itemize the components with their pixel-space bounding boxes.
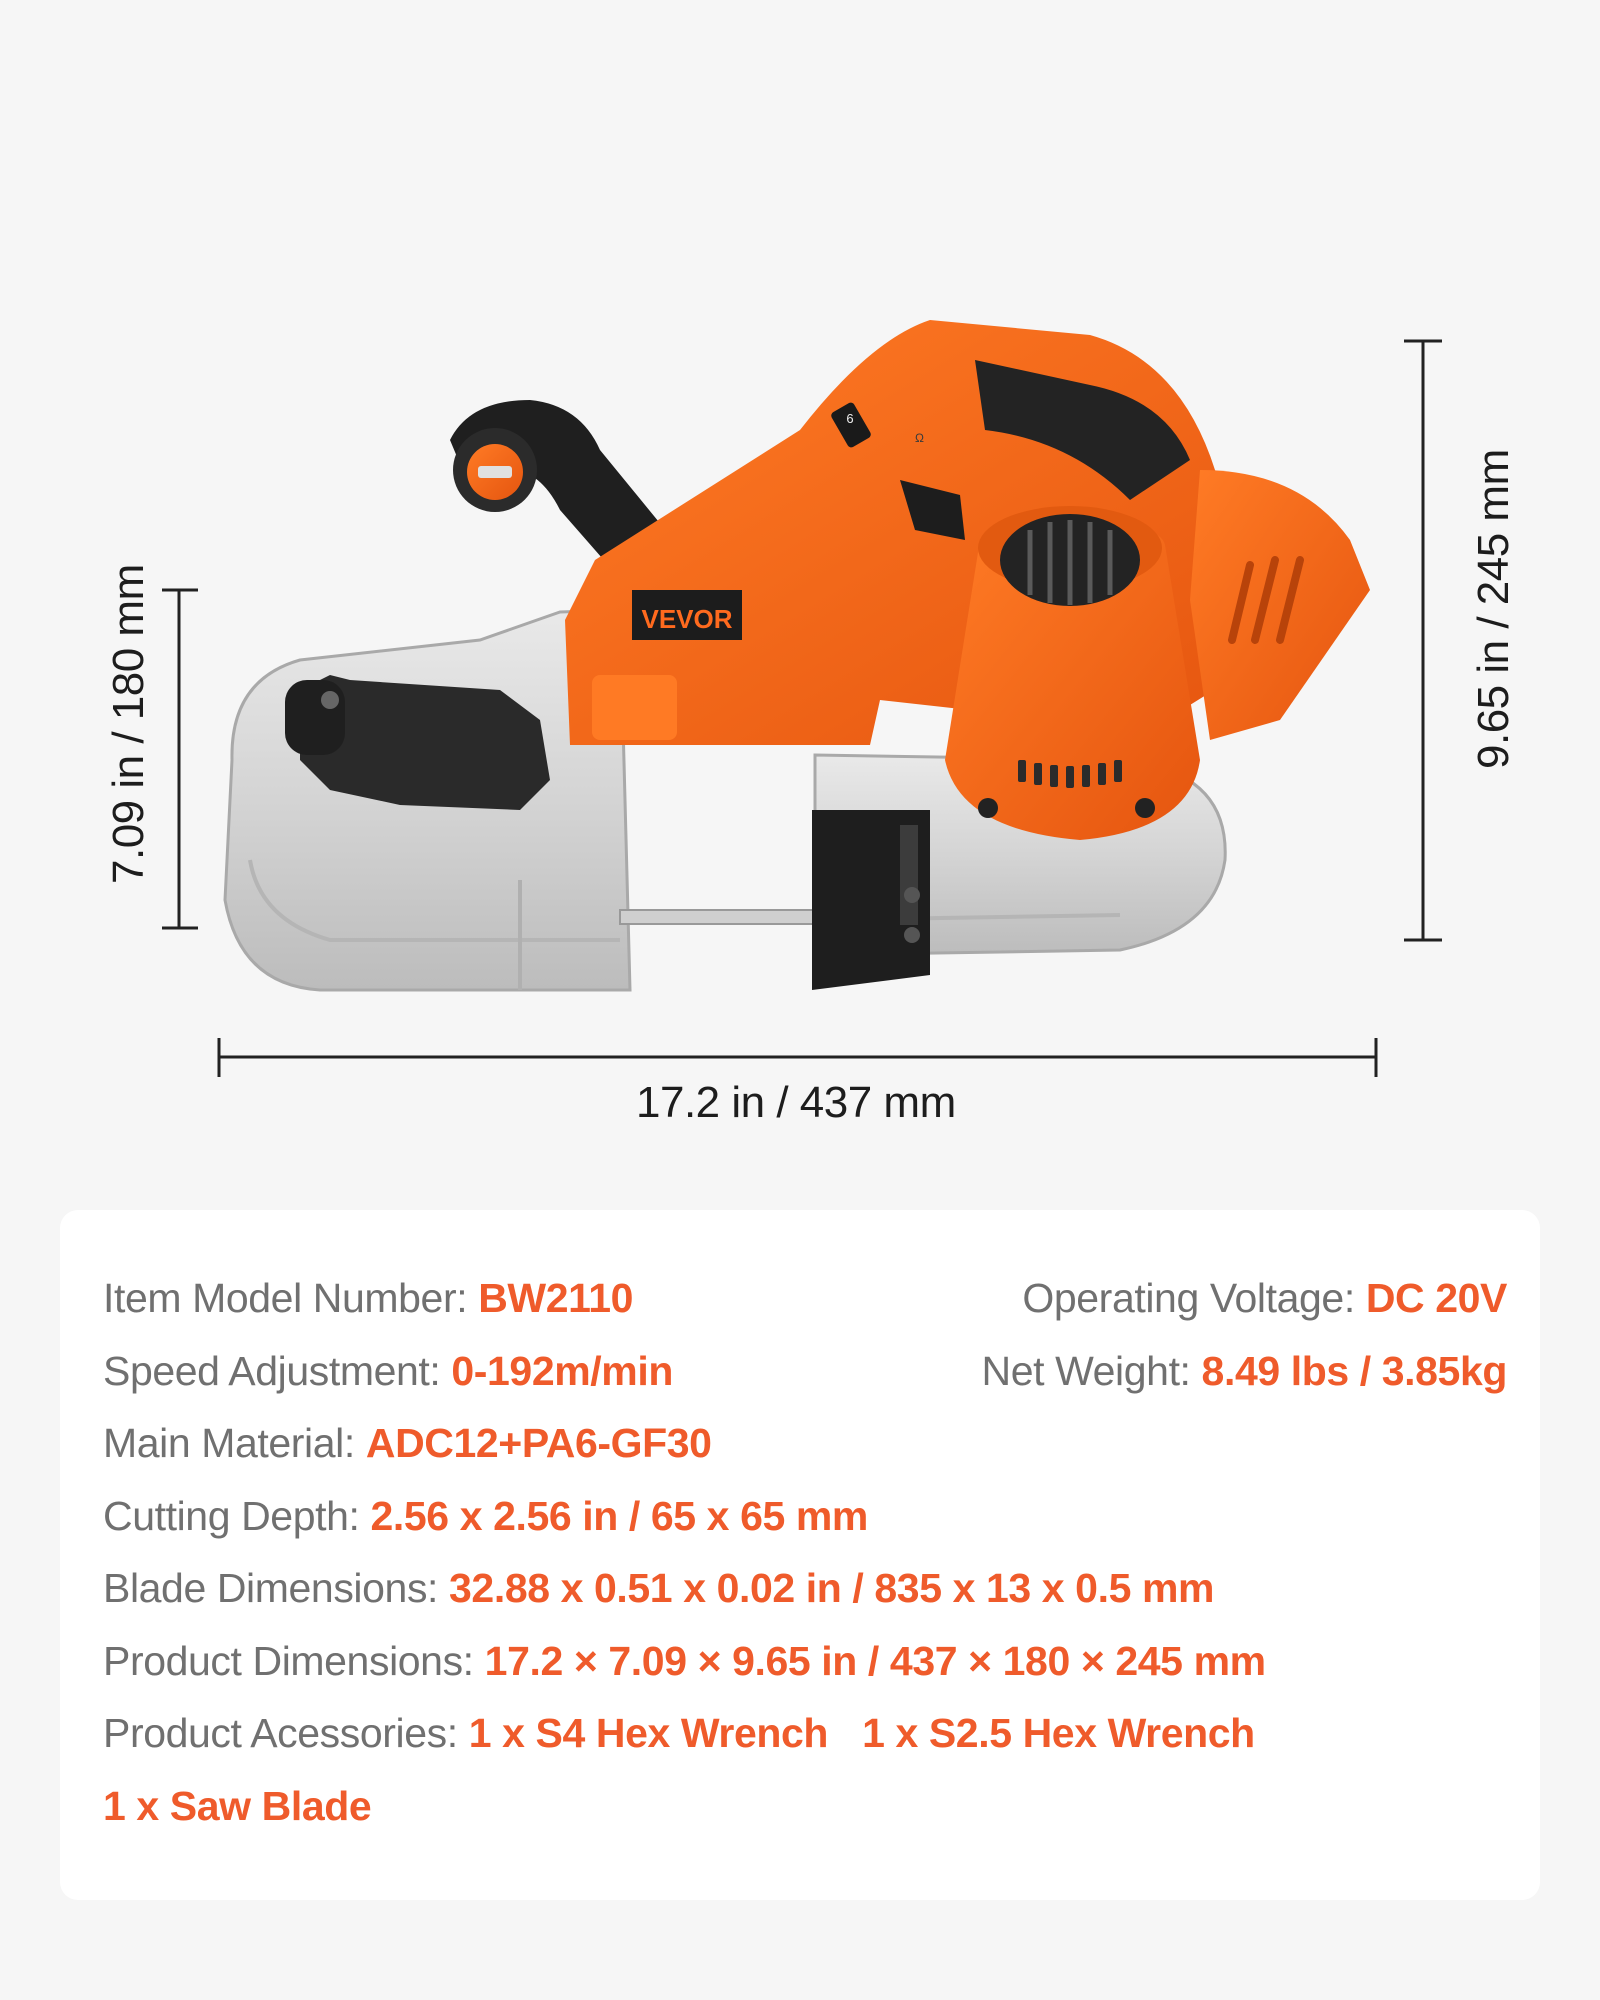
spec-accessories-continued bbox=[103, 1783, 371, 1830]
spec-speed-value: 0-192m/min bbox=[451, 1348, 673, 1394]
spec-weight-label: Net Weight: bbox=[981, 1348, 1202, 1394]
speed-dial-mark: 6 bbox=[846, 411, 854, 426]
spec-voltage-label: Operating Voltage: bbox=[1022, 1275, 1366, 1321]
spec-model bbox=[103, 1275, 633, 1322]
spec-cutting-depth-value: 2.56 x 2.56 in / 65 x 65 mm bbox=[370, 1493, 868, 1539]
motor-housing bbox=[945, 506, 1200, 840]
spec-material-value: ADC12+PA6-GF30 bbox=[365, 1420, 712, 1466]
spec-blade-value: 32.88 x 0.51 x 0.02 in / 835 x 13 x 0.5 mm bbox=[449, 1565, 1215, 1611]
saw-blade bbox=[620, 910, 815, 924]
dimension-width-label: 17.2 in / 437 mm bbox=[636, 1078, 956, 1127]
battery-mount bbox=[1190, 470, 1370, 740]
spec-model-label: Item Model Number: bbox=[103, 1275, 479, 1321]
spec-weight bbox=[982, 1348, 1508, 1395]
accessory-item: 1 x S2.5 Hex Wrench bbox=[862, 1710, 1255, 1756]
blade-guard bbox=[812, 810, 930, 990]
dimension-line-left bbox=[162, 590, 198, 928]
accessory-item: 1 x S4 Hex Wrench bbox=[468, 1710, 829, 1756]
spec-speed bbox=[103, 1348, 673, 1395]
dimension-height-left-label: 7.09 in / 180 mm bbox=[104, 564, 153, 884]
spec-voltage-value: DC 20V bbox=[1365, 1275, 1507, 1321]
spec-accessories-label: Product Acessories: bbox=[103, 1710, 469, 1756]
dimension-height-right-label: 9.65 in / 245 mm bbox=[1469, 449, 1518, 769]
spec-product-dims bbox=[103, 1638, 1266, 1685]
spec-speed-label: Speed Adjustment: bbox=[103, 1348, 452, 1394]
spec-blade bbox=[103, 1565, 1214, 1612]
spec-product-dims-label: Product Dimensions: bbox=[103, 1638, 485, 1684]
spec-accessories bbox=[103, 1710, 1255, 1757]
dimension-line-bottom bbox=[219, 1038, 1376, 1077]
spec-cutting-depth-label: Cutting Depth: bbox=[103, 1493, 371, 1539]
spec-voltage bbox=[1022, 1275, 1507, 1322]
spec-product-dims-value: 17.2 × 7.09 × 9.65 in / 437 × 180 × 245 mm bbox=[484, 1638, 1266, 1684]
spec-blade-label: Blade Dimensions: bbox=[103, 1565, 450, 1611]
spec-weight-value: 8.49 lbs / 3.85kg bbox=[1201, 1348, 1507, 1394]
accessory-item: 1 x Saw Blade bbox=[103, 1783, 372, 1829]
dimension-line-right bbox=[1404, 341, 1442, 940]
vevor-logo: VEVOR bbox=[641, 604, 733, 634]
spec-model-value: BW2110 bbox=[478, 1275, 634, 1321]
spec-card bbox=[60, 1210, 1540, 1900]
spec-material-label: Main Material: bbox=[103, 1420, 366, 1466]
spec-cutting-depth bbox=[103, 1493, 868, 1540]
dial-symbol: Ω bbox=[915, 431, 924, 445]
spec-material bbox=[103, 1420, 712, 1467]
